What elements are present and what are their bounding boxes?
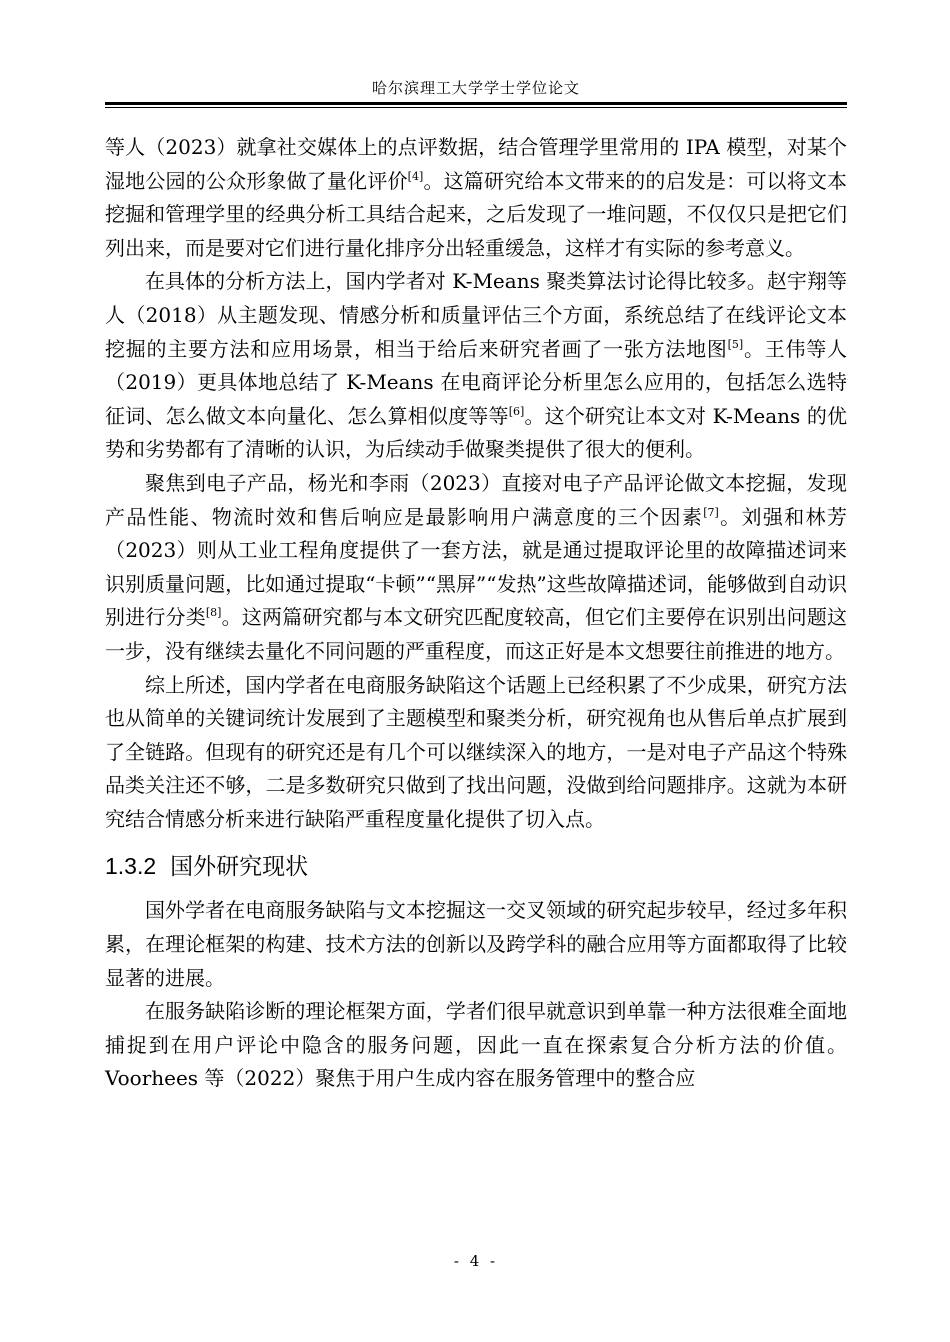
- section-number: 1.3.2: [105, 853, 157, 880]
- text-run: 。这个研究让本文对 K-Means 的优势和劣势都有了清晰的认识，为后续动手做聚类提供了很大的便利。: [105, 403, 848, 462]
- text-run: 综上所述，国内学者在电商服务缺陷这个话题上已经积累了不少成果，研究方法也从简单的关键词统计发展到了主题模型和聚类分析，研究视角也从售后单点扩展到了全链路。但现有的研究还是有几个可以继续深入的地方，一是对电子产品这个特殊品类关注还不够，二是多数研究只做到了找出问题，没做到给问题排序。这就为本研究结合情感分析来进行缺陷严重程度量化提供了切入点。: [105, 672, 847, 831]
- header-rule-thick: [105, 102, 847, 105]
- header-rule-thin: [105, 107, 847, 108]
- citation-ref: [6]: [508, 404, 525, 418]
- citation-ref: [5]: [727, 337, 744, 351]
- body-text: [105, 131, 847, 1096]
- text-run: 等人（2023）就拿社交媒体上的点评数据，结合管理学里常用的 IPA 模型，对某个湿地公园的公众形象做了量化评价: [105, 135, 847, 193]
- text-run: 聚焦到电子产品，杨光和李雨（2023）直接对电子产品评论做文本挖掘，发现产品性能、物流时效和售后响应是最影响用户满意度的三个因素: [105, 470, 847, 529]
- citation-ref: [8]: [205, 606, 222, 620]
- paragraph-4: [105, 669, 847, 837]
- citation-ref: [4]: [407, 169, 424, 183]
- text-run: 在服务缺陷诊断的理论框架方面，学者们很早就意识到单靠一种方法很难全面地捕捉到在用户评论中隐含的服务问题，因此一直在探索复合分析方法的价值。Voorhees 等（2022）聚焦于用户生成内容在服务管理中的整合应: [105, 999, 847, 1091]
- paragraph-1: [105, 131, 847, 265]
- text-run: 。王伟等人（2019）更具体地总结了 K-Means 在电商评论分析里怎么应用的，包括怎么选特征词、怎么做文本向量化、怎么算相似度等等: [105, 336, 848, 428]
- section-title: 国外研究现状: [170, 853, 309, 880]
- paragraph-3: [105, 467, 847, 669]
- paragraph-6: [105, 995, 847, 1096]
- paragraph-5: [105, 894, 847, 995]
- text-run: 。刘强和林芳（2023）则从工业工程角度提供了一套方法，就是通过提取评论里的故障描述词来识别质量问题，比如通过提取“卡顿”“黑屏”“发热”这些故障描述词，能够做到自动识别进行分类: [105, 504, 848, 630]
- text-run: 在具体的分析方法上，国内学者对 K-Means 聚类算法讨论得比较多。赵宇翔等人（2018）从主题发现、情感分析和质量评估三个方面，系统总结了在线评论文本挖掘的主要方法和应用场景，相当于给后来研究者画了一张方法地图: [105, 269, 847, 361]
- text-run: 。这篇研究给本文带来的的启发是：可以将文本挖掘和管理学里的经典分析工具结合起来，之后发现了一堆问题，不仅仅只是把它们列出来，而是要对它们进行量化排序分出轻重缓急，这样才有实际的参考意义。: [105, 168, 848, 260]
- section-heading: [105, 846, 847, 886]
- text-run: 国外学者在电商服务缺陷与文本挖掘这一交叉领域的研究起步较早，经过多年积累，在理论框架的构建、技术方法的创新以及跨学科的融合应用等方面都取得了比较显著的进展。: [105, 898, 847, 990]
- text-run: 。这两篇研究都与本文研究匹配度较高，但它们主要停在识别出问题这一步，没有继续去量化不同问题的严重程度，而这正好是本文想要往前推进的地方。: [105, 605, 848, 663]
- paragraph-2: [105, 265, 847, 467]
- running-header: 哈尔滨理工大学学士学位论文: [371, 79, 580, 97]
- page-number: - 4 -: [453, 1252, 499, 1270]
- citation-ref: [7]: [703, 505, 719, 519]
